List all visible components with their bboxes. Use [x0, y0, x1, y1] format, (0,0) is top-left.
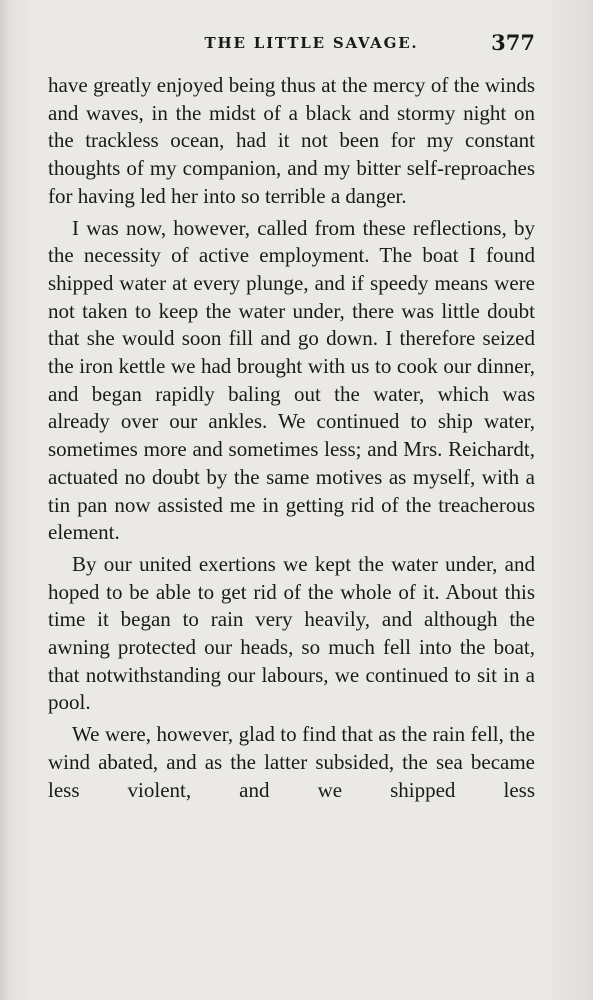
paragraph-continued: have greatly enjoyed being thus at the mercy of the winds and waves, in the midst of a black and stormy night on the trackless ocean, had it not been for my constant thoughts of my companion, and my bitter self-reproaches for having led her into so terrible a danger.: [48, 73, 535, 208]
paragraph: I was now, however, called from these reflections, by the necessity of active employment. The boat I found shipped water at every plunge, and if speedy means were not taken to keep the water under, there was little doubt that she would soon fill and go down. I therefore seized the iron kettle we had brought with us to cook our dinner, and began rapidly baling out the water, which was already over our ankles. We continued to ship water, sometimes more and sometimes less; and Mrs. Reichardt, actuated no doubt by the same motives as myself, with a tin pan now assisted me in getting rid of the treacherous element.: [48, 215, 535, 545]
page-number: 377: [491, 30, 535, 55]
running-title: THE LITTLE SAVAGE.: [204, 34, 419, 52]
paragraph: By our united exertions we kept the water under, and hoped to be able to get rid of the whole of it. About this time it began to rain very heavily, and although the awning protected our heads, so much fell into the boat, that notwithstanding our labours, we continued to sit in a pool.: [48, 551, 535, 715]
paragraph-continues: We were, however, glad to find that as the rain fell, the wind abated, and as the latter subsided, the sea became less violent, and we shipped less: [48, 722, 535, 802]
body-text: [48, 72, 535, 808]
running-header: [48, 30, 535, 60]
